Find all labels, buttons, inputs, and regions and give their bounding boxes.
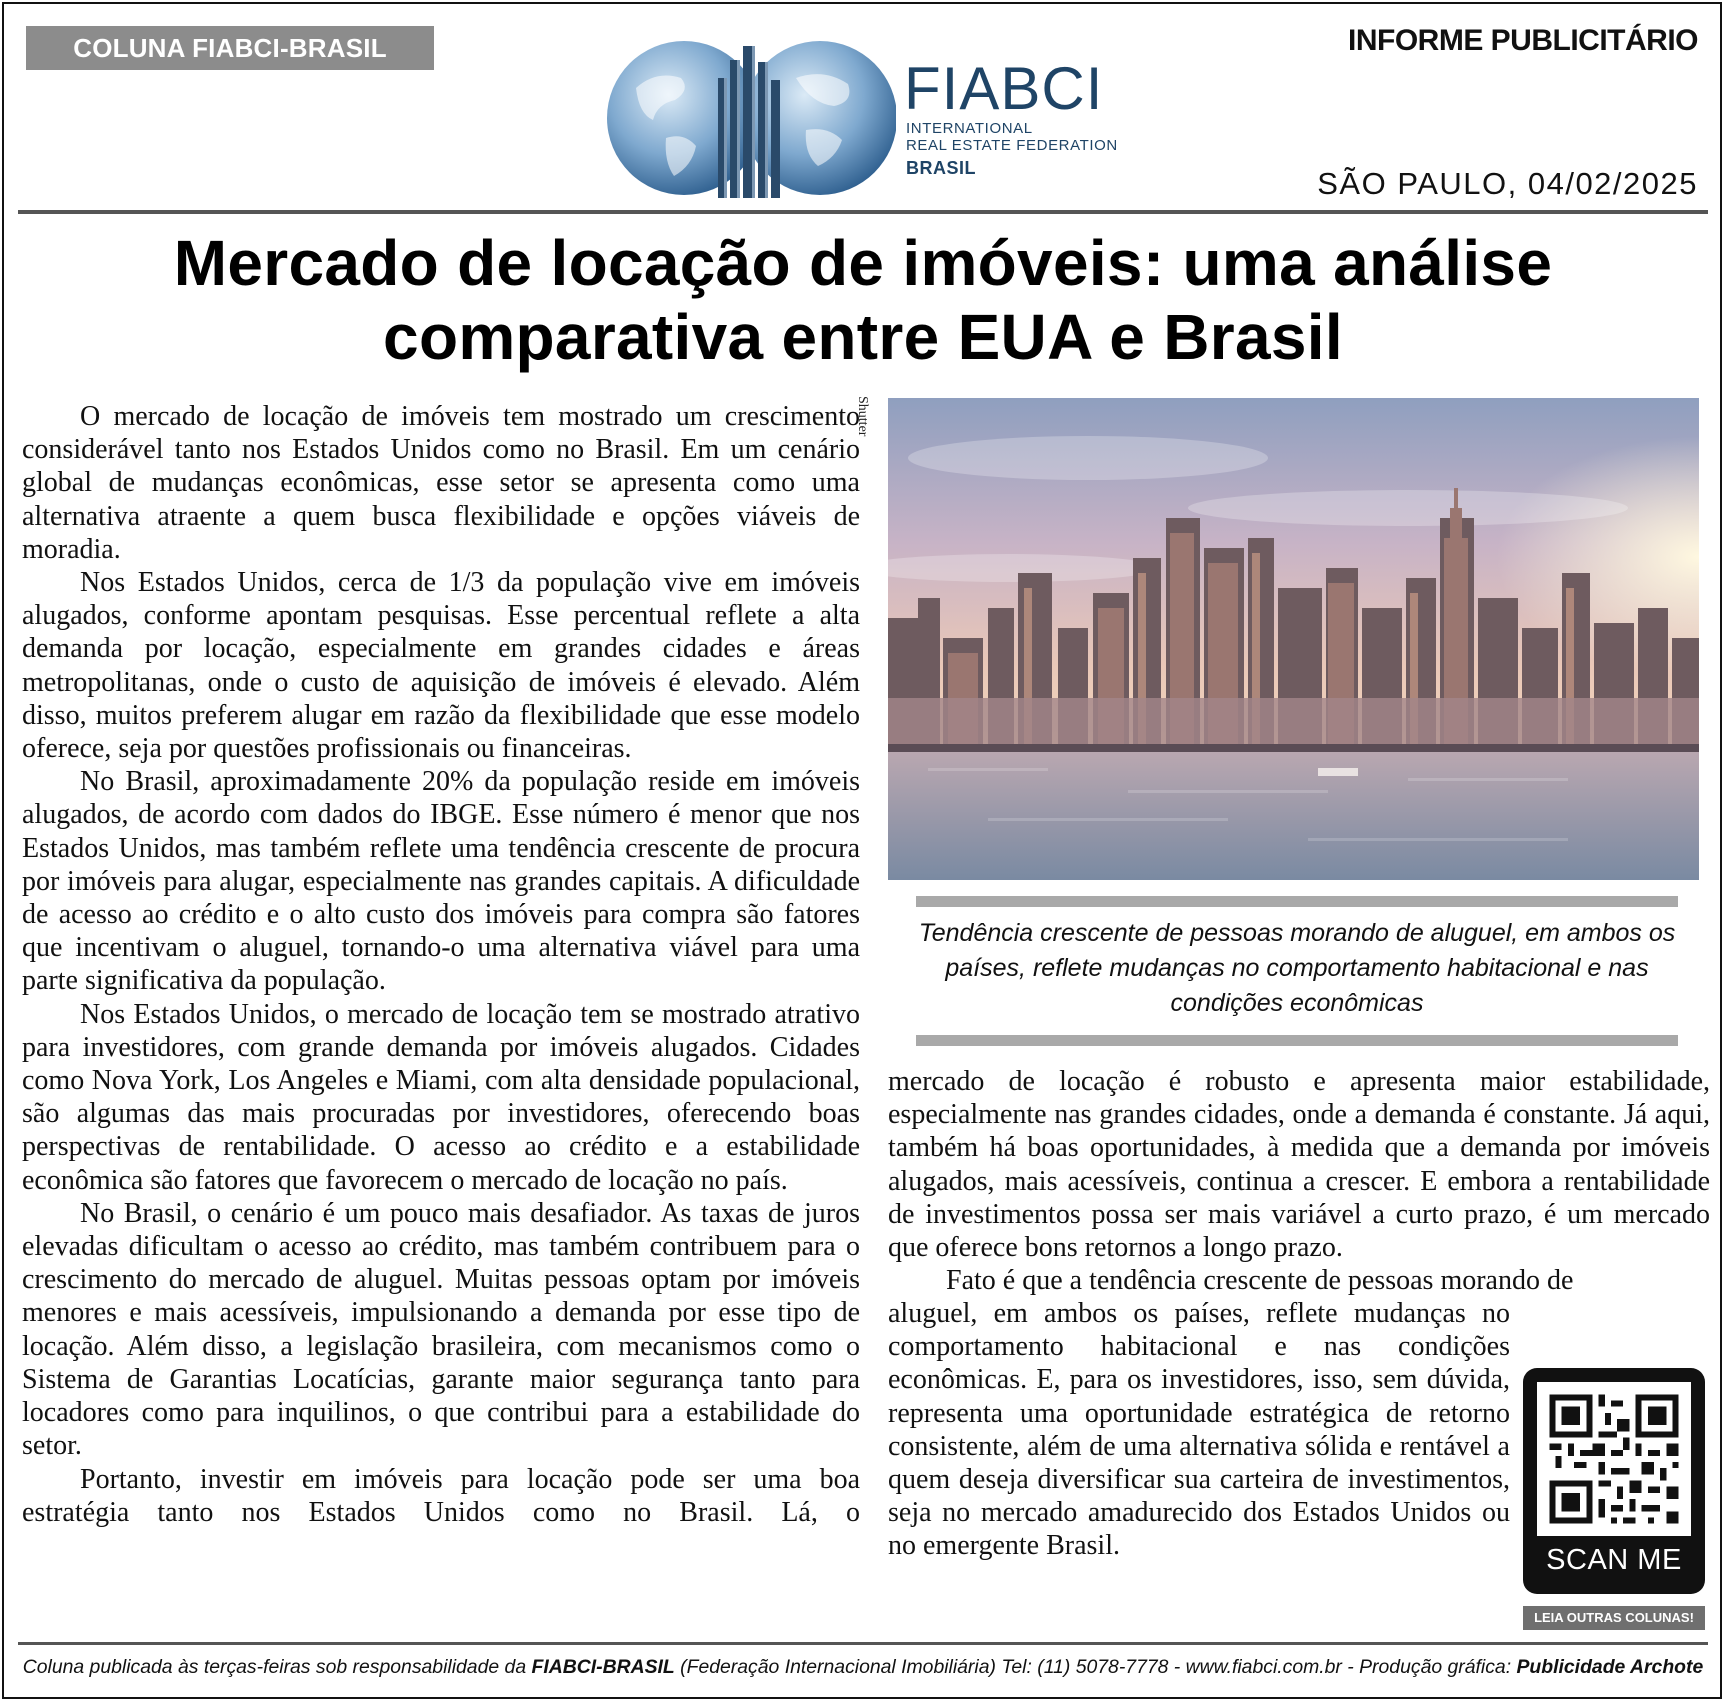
fiabci-logo (606, 38, 1126, 198)
article-paragraph: aluguel, em ambos os países, reflete mudanças no comportamento habitacional e nas condições econômicas. E, para os investidores, isso, sem dúvida, representa uma oportunidade estratégica de retorno consistente, além de uma alternativa sólida e rentável a quem deseja diversificar sua carteira de investimentos, seja no mercado amadurecido dos Estados Unidos ou no emergente Brasil. (888, 1298, 1510, 1562)
qr-code-icon (1537, 1382, 1691, 1536)
newspaper-page (2, 2, 1722, 1699)
article-headline (18, 226, 1708, 374)
article-paragraph: Nos Estados Unidos, o mercado de locação tem se mostrado atrativo para investidores, com grande demanda por imóveis alugados. Cidades como Nova York, Los Angeles e Miami, com alta densidade populacional, são algumas das mais procuradas por investidores, oferecendo boas perspectivas de rentabilidade. O acesso ao crédito e a estabilidade econômica são fatores que favorecem o mercado de locação no país. (22, 998, 860, 1196)
footer-org: FIABCI-BRASIL (531, 1656, 675, 1678)
photo-caption: Tendência crescente de pessoas morando de aluguel, em ambos os países, reflete mudanças no comportamento habitacional e nas condições econômicas (918, 919, 1676, 1017)
footer-prefix: Coluna publicada às terças-feiras sob responsabilidade da (22, 1656, 532, 1678)
caption-divider-bottom (916, 1035, 1678, 1046)
article-column-right-top (888, 1065, 1710, 1297)
article-paragraph: No Brasil, aproximadamente 20% da população reside em imóveis alugados, de acordo com dados do IBGE. Esse número é menor que nos Estados Unidos, mas também reflete uma tendência crescente de procura por imóveis para alugar, especialmente nas grandes capitais. A dificuldade de acesso ao crédito e o alto custo dos imóveis para compra são fatores que incentivam o aluguel, tornando-o uma alternativa viável para uma parte significativa da população. (22, 766, 860, 997)
logo-tagline (906, 120, 1118, 154)
globe-logo-icon (606, 38, 896, 198)
footer-middle: (Federação Internacional Imobiliária) Tel: (11) 5078-7778 - www.fiabci.com.br - Produção gráfica: (674, 1656, 1517, 1678)
logo-tagline-line1: INTERNATIONAL (906, 120, 1033, 137)
skyline-photo (888, 398, 1699, 880)
article-paragraph: No Brasil, o cenário é um pouco mais desafiador. As taxas de juros elevadas dificultam o acesso ao crédito, mas também contribuem para o crescimento do mercado de aluguel. Muitas pessoas optam por imóveis menores e mais acessíveis, impulsionando a demanda por esse tipo de locação. Além disso, a legislação brasileira, com mecanismos como o Sistema de Garantias Locatícias, garante maior segurança tanto para locadores como para inquilinos, o que contribui para a estabilidade do setor. (22, 1197, 860, 1462)
logo-country: BRASIL (906, 158, 976, 178)
dateline: SÃO PAULO, 04/02/2025 (1317, 166, 1698, 201)
article-column-left (22, 400, 860, 1529)
city-skyline-image (888, 398, 1699, 880)
qr-code[interactable] (1537, 1382, 1691, 1536)
footer-divider (18, 1642, 1708, 1645)
header-divider (18, 210, 1708, 214)
headline-line-1: Mercado de locação de imóveis: uma análise (173, 227, 1553, 299)
advertorial-label: INFORME PUBLICITÁRIO (1348, 24, 1698, 57)
article-column-right-bottom (888, 1297, 1510, 1563)
footer-producer: Publicidade Archote (1516, 1656, 1704, 1678)
photo-credit: Shutter (855, 396, 870, 437)
column-badge: COLUNA FIABCI-BRASIL (26, 26, 434, 70)
qr-code-card[interactable] (1523, 1368, 1705, 1594)
read-more-columns-label: LEIA OUTRAS COLUNAS! (1523, 1606, 1705, 1630)
logo-wordmark: FIABCI (904, 55, 1104, 122)
footer-credits (18, 1656, 1708, 1679)
article-paragraph: O mercado de locação de imóveis tem mostrado um crescimento considerável tanto nos Estados Unidos como no Brasil. Em um cenário global de mudanças econômicas, esse setor se apresenta como uma alternativa atraente a quem busca flexibilidade e opções viáveis de moradia. (22, 401, 860, 565)
article-paragraph: Fato é que a tendência crescente de pessoas morando de (946, 1265, 1574, 1297)
article-paragraph: mercado de locação é robusto e apresenta maior estabilidade, especialmente nas grandes cidades, onde a demanda é constante. Já aqui, também há boas oportunidades, à medida que a demanda por imóveis alugados, mais acessíveis, continua a crescer. E embora a rentabilidade de investimentos possa ser mais variável a curto prazo, é um mercado que oferece bons retornos a longo prazo. (888, 1066, 1710, 1264)
scan-me-label: SCAN ME (1546, 1544, 1682, 1576)
article-paragraph: Nos Estados Unidos, cerca de 1/3 da população vive em imóveis alugados, conforme apontam pesquisas. Esse percentual reflete a alta demanda por locação, especialmente em grandes cidades e áreas metropolitanas, onde o custo de aquisição de imóveis é elevado. Além disso, muitos preferem alugar em razão da flexibilidade que esse modelo oferece, seja por questões profissionais ou financeiras. (22, 567, 860, 765)
logo-tagline-line2: REAL ESTATE FEDERATION (906, 137, 1118, 154)
caption-divider-top (916, 896, 1678, 907)
article-paragraph: Portanto, investir em imóveis para locação pode ser uma boa estratégia tanto nos Estados Unidos como no Brasil. Lá, o (22, 1463, 860, 1528)
headline-line-2: comparativa entre EUA e Brasil (383, 301, 1343, 373)
